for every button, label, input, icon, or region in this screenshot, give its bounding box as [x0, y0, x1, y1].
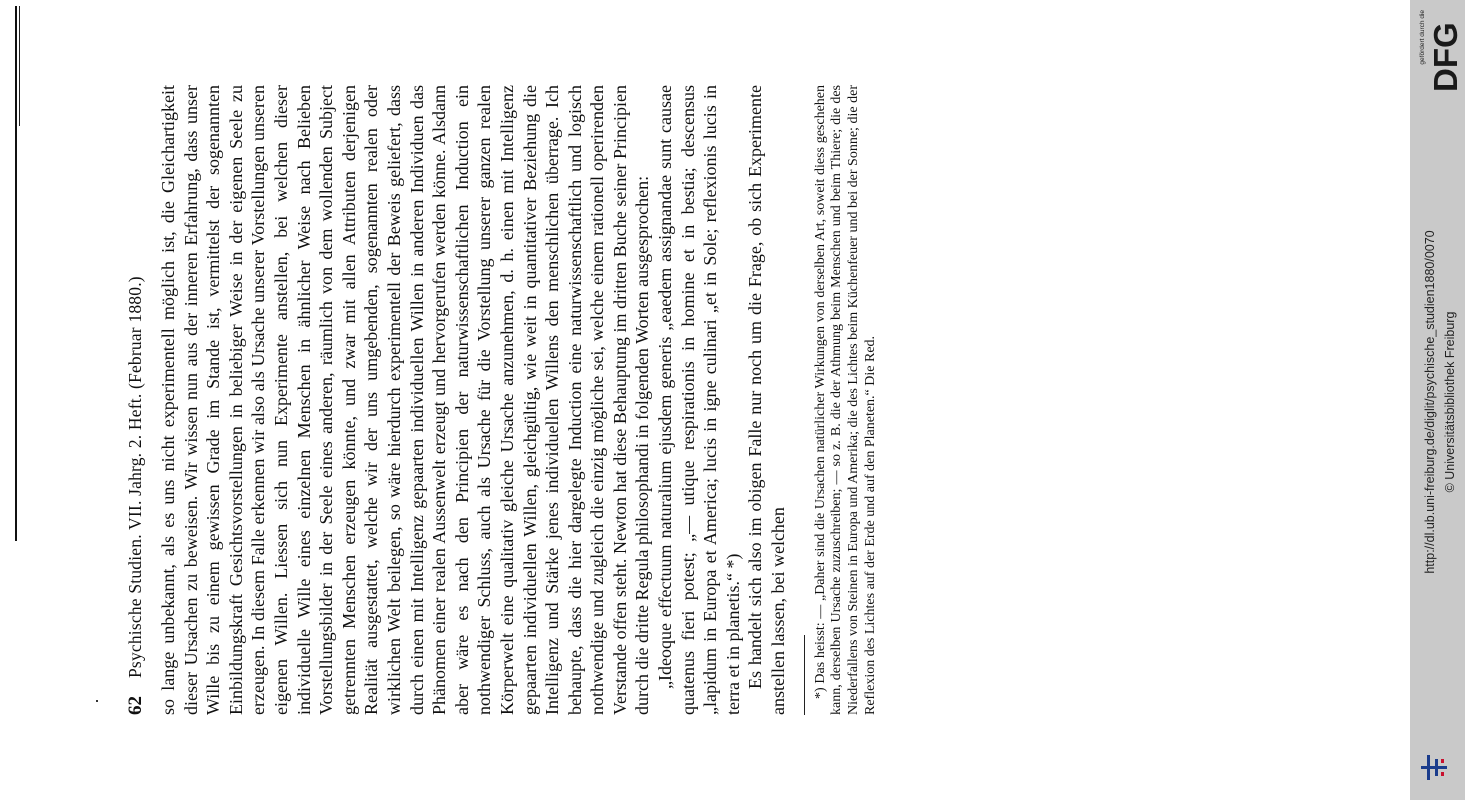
page-edge-rule-short — [19, 6, 20, 126]
text-column — [123, 85, 1283, 715]
paragraph: so lange unbekannt, als es uns nicht experimentell möglich ist, die Gleichartigkeit dieser Ursachen zu beweisen. Wir wissen nun aus der inneren Erfahrung, dass unser Wille bis zu einem gewissen Grade im Stande ist, vermittelst der sogenannten Einbildungskraft Gesichtsvorstellungen in beliebiger Weise in der eigenen Seele zu erzeugen. In diesem Falle erkennen wir also als Ursache unserer Vorstellungen unseren eigenen Willen. Liessen sich nun Experimente anstellen, bei welchen dieser individuelle Wille eines einzelnen Menschen in ähnlicher Weise nach Belieben Vorstellungsbilder in der Seele eines anderen, räumlich von dem wollenden Subject getrennten Menschen erzeugen könnte, und zwar mit allen Attributen derjenigen Realität ausgestattet, welche wir der uns umgebenden, sogenannten realen oder wirklichen Welt beilegen, so wäre hierdurch experimentell der Beweis geliefert, dass durch einen mit Intelligenz gepaarten individuellen Willen in anderen Individuen das Phänomen einer realen Aussenwelt erzeugt und hervorgerufen werden könne. Alsdann aber wäre es nach den Principien der naturwissenschaftlichen Induction ein nothwendiger Schluss, auch als Ursache für die Vorstellung unserer ganzen realen Körperwelt eine qualitativ gleiche Ursache anzunehmen, d. h. einen mit Intelligenz gepaarten individuellen Willen, gleichgültig, wie weit in quantitativer Beziehung die Intelligenz und Stärke jenes individuellen Willens den menschlichen überrage. Ich behaupte, dass die hier dargelegte Induction eine naturwissenschaftlich und logisch nothwendige und zugleich die einzig mögliche sei, welche einem rationell operirenden Verstande offen steht. Newton hat diese Behauptung im dritten Buche seiner Principien durch die dritte Regula philosophandi in folgenden Worten ausgesprochen: — [158, 85, 653, 715]
dfg-logo-icon — [1427, 6, 1464, 94]
running-title: Psychische Studien. VII. Jahrg. 2. Heft. (Februar 1880.) — [125, 276, 145, 678]
latin-quotation: „Ideoque effectuum naturalium ejusdem generis „eaedem assignandae sunt causae quatenus fieri potest; „— utique respirationis in homine et in bestia; descensus „lapidum in Europa et America; lucis in igne culinari „et in Sole; reflexionis lucis in terra et in planetis.“ *) — [655, 85, 743, 715]
scan-speck — [96, 700, 98, 702]
university-library-logo-icon — [1415, 745, 1459, 789]
footnote-text: *) Das heisst: — „Daher sind die Ursachen natürlicher Wirkungen von derselben Art, soweit diess geschehen kann, derselben Ursache zuzuschreiben; — so z. B. die der Athmung beim Menschen und beim Thiere; die des Niederfallens von Steinen in Europa und Amerika; die des Lichtes beim Küchenfeuer und bei der Sonne; die der Reflexion des Lichtes auf der Erde und auf den Planeten.“ Die Red. — [812, 85, 879, 715]
source-url-link[interactable]: http://dl.ub.uni-freiburg.de/diglit/psychische_studien1880/0070 — [1423, 230, 1437, 574]
page-number: 62 — [125, 696, 146, 715]
running-header — [123, 85, 147, 715]
dfg-logo-text: DFG — [1427, 22, 1464, 92]
sidebar-credits-text — [1420, 182, 1460, 622]
footnote — [813, 85, 880, 715]
footnote-divider — [804, 635, 805, 715]
copyright-notice: © Universitätsbibliothek Freiburg — [1443, 311, 1457, 493]
funder-note-text: gefördert durch die — [1419, 10, 1426, 65]
paragraph: Es handelt sich also im obigen Falle nur noch um die Frage, ob sich Experimente anstellen lassen, bei welchen — [745, 85, 789, 715]
body-text — [157, 85, 790, 715]
page-edge-rule — [15, 6, 17, 541]
